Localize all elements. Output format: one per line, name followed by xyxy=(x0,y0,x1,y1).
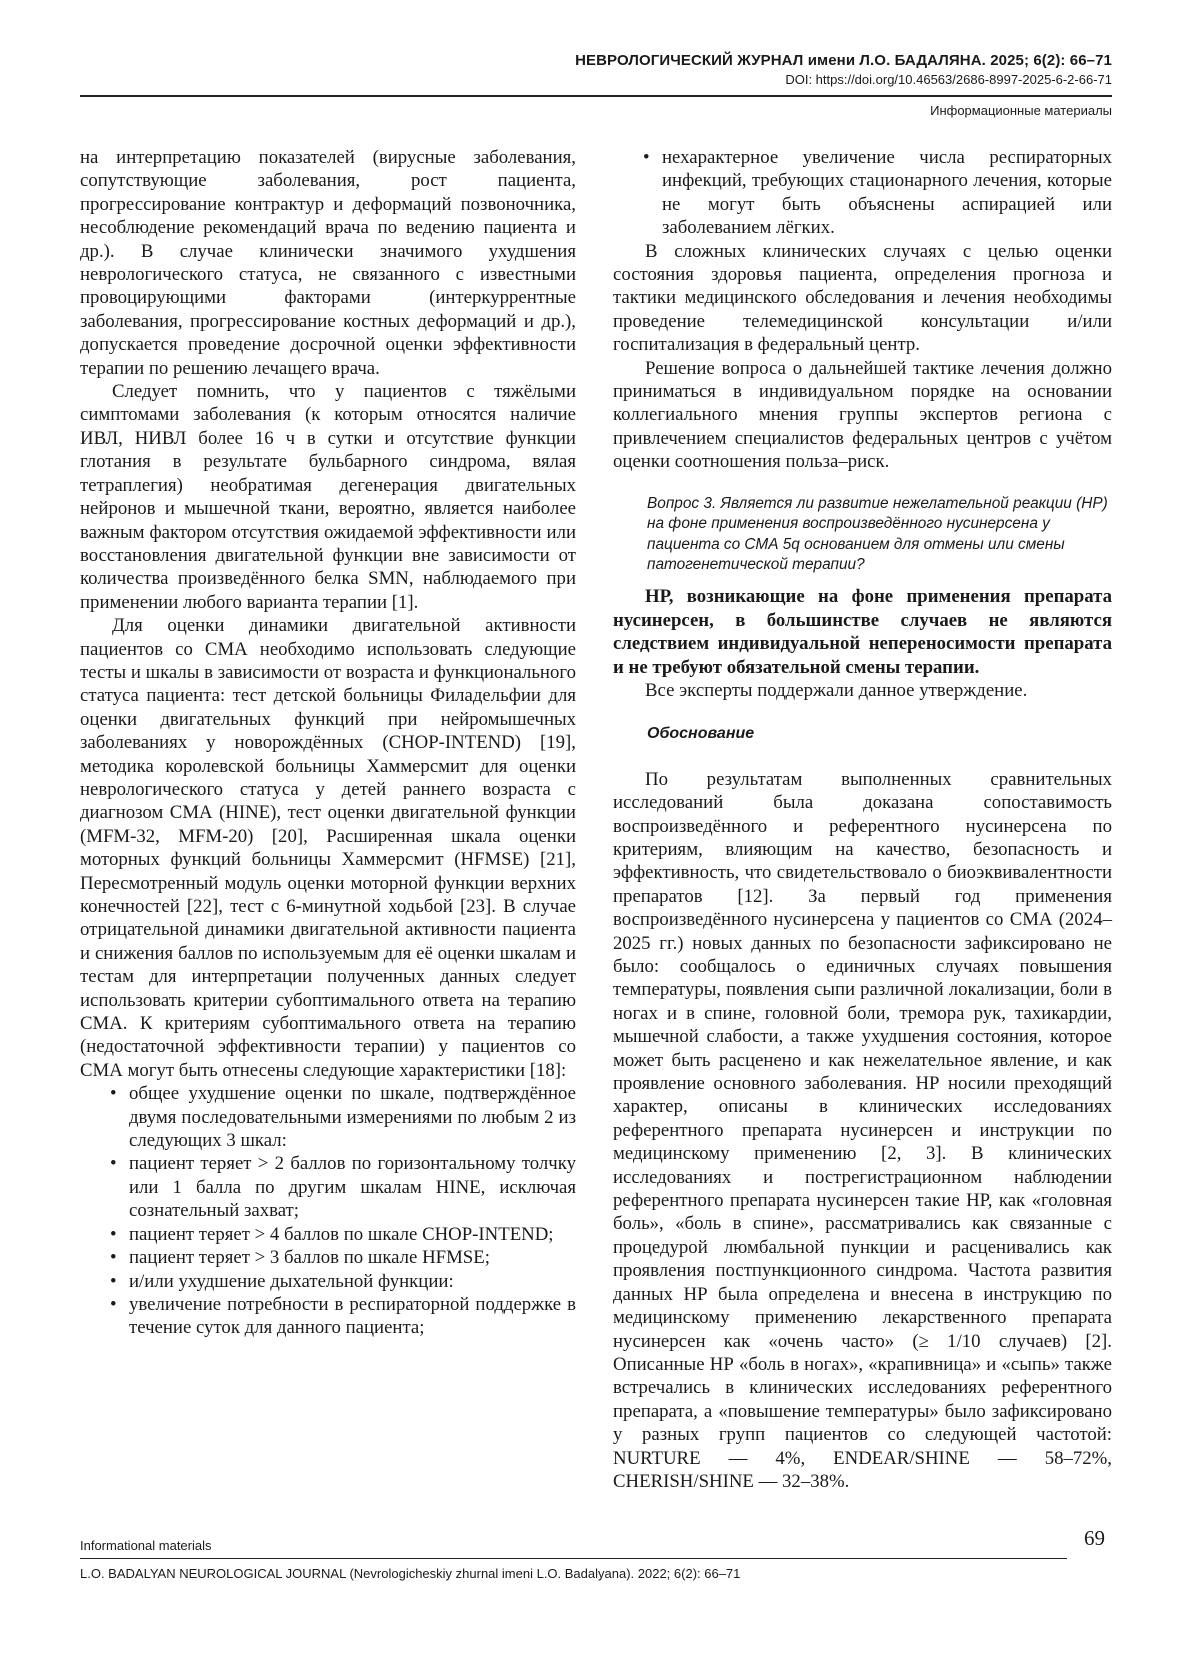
answer-statement: НР, возникающие на фоне применения препарата нусинерсен, в большинстве случаев не являются следствием индивидуальной непереносимости препарата и не требуют обязательной смены терапии. xyxy=(613,586,1112,678)
journal-running-title: НЕВРОЛОГИЧЕСКИЙ ЖУРНАЛ имени Л.О. БАДАЛЯНА. 2025; 6(2): 66–71 xyxy=(575,52,1112,69)
right-column xyxy=(613,146,1112,1493)
paragraph: Для оценки динамики двигательной активности пациентов со СМА необходимо использовать следующие тесты и шкалы в зависимости от возраста и функционального статуса пациента: тест детской больницы Филадельфии для оценки двигательных функций при нейромышечных заболеваниях у новорождённых (CHOP-INTEND) [19], методика королевской больницы Хаммерсмит для оценки неврологического статуса у детей раннего возраста с диагнозом СМА (HINE), тест оценки двигательной функции (MFM-32, MFM-20) [20], Расширенная шкала оценки моторных функций больницы Хаммерсмит (HFMSE) [21], Пересмотренный модуль оценки моторной функции верхних конечностей [22], тест с 6-минутной ходьбой [23]. В случае отрицательной динамики двигательной активности пациента и снижения баллов по используемым для её оценки шкалам и тестам для интерпретации полученных данных следует использовать критерии субоптимального ответа на терапию СМА. К критериям субоптимального ответа на терапию (недостаточной эффективности терапии) у пациентов со СМА могут быть отнесены следующие характеристики [18]: xyxy=(80,615,576,1081)
footer-divider xyxy=(80,1558,1067,1559)
paragraph: на интерпретацию показателей (вирусные заболевания, сопутствующие заболевания, рост пациента, прогрессирование контрактур и деформаций позвоночника, несоблюдение рекомендаций врача по ведению пациента и др.). В случае клинически значимого ухудшения неврологического статуса, не связанного с известными провоцирующими факторами (интеркуррентные заболевания, прогрессирование костных деформаций и др.), допускается проведение досрочной оценки эффективности терапии по решению лечащего врача. xyxy=(80,147,576,379)
paragraph: Решение вопроса о дальнейшей тактике лечения должно приниматься в индивидуальном порядке на основании коллегиального мнения группы экспертов региона с привлечением специалистов федеральных центров с учётом оценки соотношения польза–риск. xyxy=(613,357,1112,473)
paragraph: Следует помнить, что у пациентов с тяжёлыми симптомами заболевания (к которым относятся наличие ИВЛ, НИВЛ более 16 ч в сутки и отсутствие функции глотания в результате бульбарного синдрома, вялая тетраплегия) необратимая дегенерация двигательных нейронов и мышечной ткани, вероятно, является наиболее важным фактором отсутствия ожидаемой эффективности или восстановления двигательной функции вне зависимости от количества произведённого белка SMN, наблюдаемого при применении любого варианта терапии [1]. xyxy=(80,381,576,613)
left-column xyxy=(80,146,576,1340)
paragraph: В сложных клинических случаях с целью оценки состояния здоровья пациента, определения прогноза и тактики медицинского обследования и лечения необходимы проведение телемедицинской консультации и/или госпитализация в федеральный центр. xyxy=(613,240,1112,356)
consensus-statement: Все эксперты поддержали данное утверждение. xyxy=(645,679,1028,701)
header-divider xyxy=(80,95,1112,97)
criteria-list-continued xyxy=(613,146,1112,240)
list-item: • нехарактерное увеличение числа респираторных инфекций, требующих стационарного лечения, которые не могут быть объяснены аспирацией или заболеванием лёгких. xyxy=(613,146,1112,240)
justification-heading: Обоснование xyxy=(647,725,755,743)
paragraph: По результатам выполненных сравнительных исследований была доказана сопоставимость воспроизведённого и референтного нусинерсена по критериям, влияющим на качество, безопасность и эффективность, что свидетельствовало о биоэквивалентности препаратов [12]. За первый год применения воспроизведённого нусинерсена у пациентов со СМА (2024–2025 гг.) новых данных по безопасности зафиксировано не было: сообщалось о единичных случаях повышения температуры, появления сыпи различной локализации, боли в ногах и в спине, головной боли, тремора рук, тахикардии, мышечной слабости, а также ухудшения состояния, которое может быть расценено и как нежелательное явление, и как проявление основного заболевания. НР носили преходящий характер, описаны в клинических исследованиях референтного препарата нусинерсен и инструкции по медицинскому применению [2, 3]. В клинических исследованиях и пострегистрационном наблюдении референтного препарата нусинерсен такие НР, как «головная боль», «боль в спине», рассматривались как связанные с процедурой люмбальной пункции и расценивались как проявления постпункционного синдрома. Частота развития данных НР была определена и внесена в инструкцию по медицинскому применению лекарственного препарата нусинерсен как «очень часто» (≥ 1/10 случаев) [2]. Описанные НР «боль в ногах», «крапивница» и «сыпь» также встречались в клинических исследованиях референтного препарата, а «повышение температуры» было зафиксировано у разных групп пациентов со следующей частотой: NURTURE — 4%, ENDEAR/SHINE — 58–72%, CHERISH/SHINE — 32–38%. xyxy=(613,768,1112,1492)
footer-section-label: Informational materials xyxy=(80,1538,212,1553)
list-item: • общее ухудшение оценки по шкале, подтверждённое двумя последовательными измерениями по любым 2 из следующих 3 шкал: xyxy=(80,1082,576,1152)
list-item: • и/или ухудшение дыхательной функции: xyxy=(80,1270,576,1293)
question-heading: Вопрос 3. Является ли развитие нежелательной реакции (НР) на фоне применения воспроизведённого нусинерсена у пациента со СМА 5q основанием для отмены или смены патогенетической терапии? xyxy=(647,494,1108,573)
section-label: Информационные материалы xyxy=(930,103,1112,118)
list-item: • пациент теряет > 2 баллов по горизонтальному толчку или 1 балла по другим шкалам HINE, исключая сознательный захват; xyxy=(80,1152,576,1222)
list-item: • пациент теряет > 4 баллов по шкале CHOP-INTEND; xyxy=(80,1223,576,1246)
list-item: • увеличение потребности в респираторной поддержке в течение суток для данного пациента; xyxy=(80,1293,576,1340)
footer-journal-title: L.O. BADALYAN NEUROLOGICAL JOURNAL (Nevrologicheskiy zhurnal imeni L.O. Badalyana). 2022; 6(2): 66–71 xyxy=(80,1566,741,1581)
page-number: 69 xyxy=(1084,1526,1105,1550)
list-item: • пациент теряет > 3 баллов по шкале HFMSE; xyxy=(80,1246,576,1269)
doi-line: DOI: https://doi.org/10.46563/2686-8997-2025-6-2-66-71 xyxy=(785,72,1112,87)
criteria-list xyxy=(80,1082,576,1339)
